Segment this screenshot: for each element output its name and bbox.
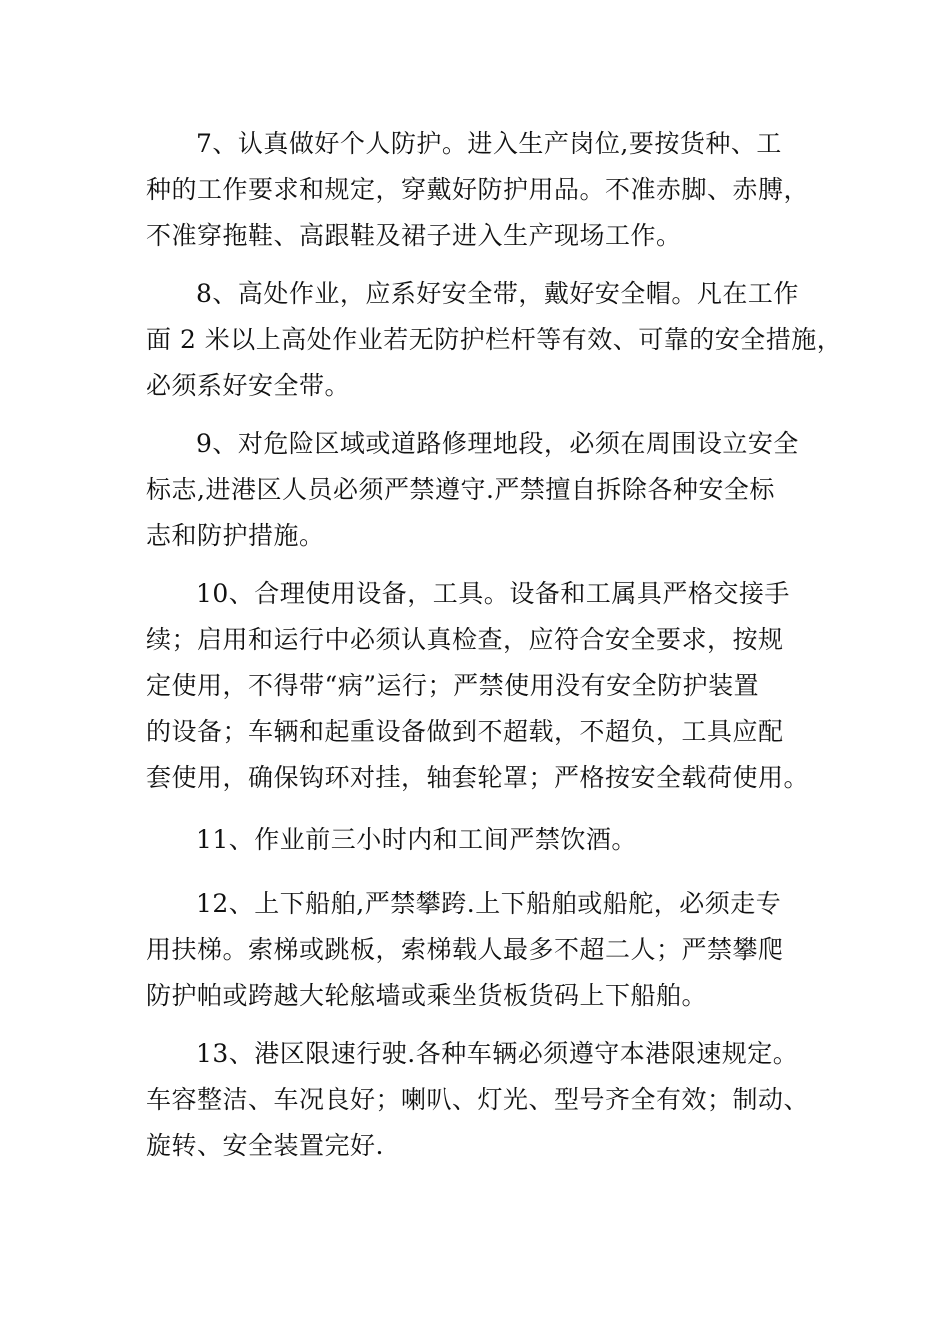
paragraph-line: 种的工作要求和规定，穿戴好防护用品。不准赤脚、赤膊， — [146, 175, 810, 204]
paragraph-line: 8、高处作业，应系好安全带，戴好安全帽。凡在工作 — [196, 279, 799, 308]
paragraph-line: 面 2 米以上高处作业若无防护栏杆等有效、可靠的安全措施， — [146, 325, 843, 354]
paragraph-line: 防护帕或跨越大轮舷墙或乘坐货板货码上下船舶。 — [146, 981, 708, 1010]
paragraph-line: 标志,进港区人员必须严禁遵守.严禁擅自拆除各种安全标 — [146, 475, 775, 504]
paragraph-line: 12、上下船舶,严禁攀跨.上下船舶或船舵，必须走专 — [196, 889, 782, 918]
paragraph-line: 旋转、安全装置完好. — [146, 1131, 384, 1160]
paragraph-line: 车容整洁、车况良好；喇叭、灯光、型号齐全有效；制动、 — [146, 1085, 810, 1114]
paragraph-13 — [146, 1031, 826, 1169]
paragraph-8 — [146, 271, 843, 409]
paragraph-line: 不准穿拖鞋、高跟鞋及裙子进入生产现场工作。 — [146, 221, 682, 250]
paragraph-line: 必须系好安全带。 — [146, 371, 351, 400]
paragraph-line: 志和防护措施。 — [146, 521, 325, 550]
paragraph-9 — [146, 421, 826, 559]
paragraph-line: 定使用，不得带“病”运行；严禁使用没有安全防护装置 — [146, 671, 760, 700]
paragraph-line: 9、对危险区域或道路修理地段，必须在周围设立安全 — [196, 429, 799, 458]
paragraph-line: 用扶梯。索梯或跳板，索梯载人最多不超二人；严禁攀爬 — [146, 935, 784, 964]
paragraph-12 — [146, 881, 826, 1019]
paragraph-line: 7、认真做好个人防护。进入生产岗位,要按货种、工 — [196, 129, 782, 158]
paragraph-line: 10、合理使用设备，工具。设备和工属具严格交接手 — [196, 579, 790, 608]
paragraph-line: 的设备；车辆和起重设备做到不超载，不超负，工具应配 — [146, 717, 784, 746]
paragraph-line: 11、作业前三小时内和工间严禁饮酒。 — [196, 825, 637, 854]
paragraph-11 — [146, 817, 826, 863]
paragraph-line: 续；启用和运行中必须认真检查，应符合安全要求，按规 — [146, 625, 784, 654]
paragraph-7 — [146, 121, 826, 259]
paragraph-10 — [146, 571, 826, 801]
paragraph-line: 套使用，确保钩环对挂，轴套轮罩；严格按安全载荷使用。 — [146, 763, 810, 792]
paragraph-line: 13、港区限速行驶.各种车辆必须遵守本港限速规定。 — [196, 1039, 799, 1068]
